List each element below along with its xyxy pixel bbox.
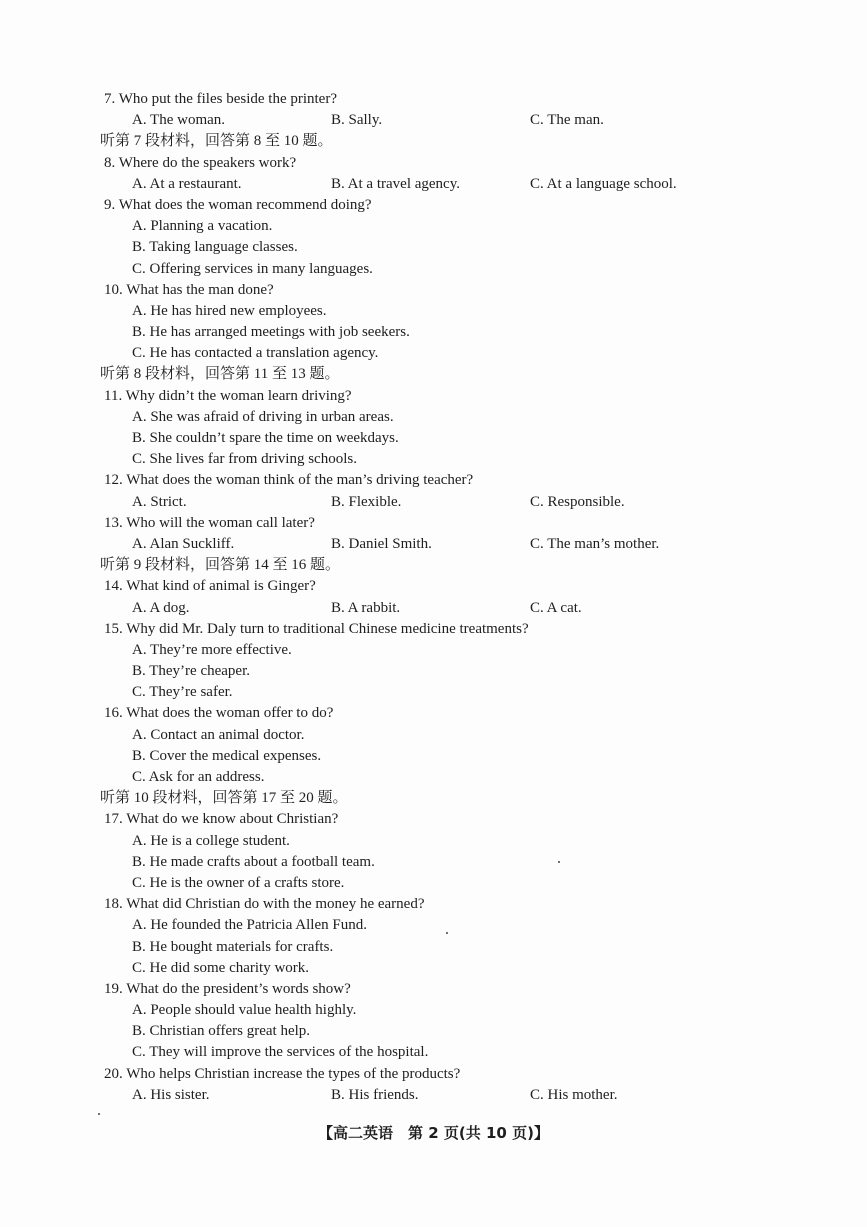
- question: 15. Why did Mr. Daly turn to traditional Chinese medicine treatments?: [104, 620, 529, 637]
- question: 7. Who put the files beside the printer?: [104, 91, 337, 107]
- option: A. Contact an animal doctor.: [132, 726, 305, 743]
- section-instruction: 听第 10 段材料，回答第 17 至 20 题。: [100, 790, 348, 807]
- option: C. They will improve the services of the hospital.: [132, 1044, 429, 1061]
- scan-speck: [98, 1113, 100, 1115]
- question: 20. Who helps Christian increase the types of the products?: [104, 1065, 461, 1082]
- option: A. His sister.: [132, 1086, 210, 1103]
- option: C. The man’s mother.: [530, 535, 660, 552]
- option: C. Responsible.: [530, 493, 625, 510]
- option: B. He made crafts about a football team.: [132, 853, 375, 870]
- option: C. The man.: [530, 112, 604, 129]
- options-row: [100, 110, 760, 131]
- option: B. He has arranged meetings with job seekers.: [132, 324, 410, 341]
- option: C. She lives far from driving schools.: [132, 451, 357, 468]
- question: 18. What did Christian do with the money he earned?: [104, 896, 425, 913]
- scan-speck: [446, 932, 448, 934]
- option: C. His mother.: [530, 1086, 618, 1103]
- option: B. Flexible.: [331, 493, 402, 510]
- option: B. At a travel agency.: [331, 175, 460, 192]
- option: A. He is a college student.: [132, 832, 290, 849]
- options-row: [100, 492, 760, 513]
- question: 17. What do we know about Christian?: [104, 811, 339, 828]
- option: B. Christian offers great help.: [132, 1023, 311, 1040]
- option: B. They’re cheaper.: [132, 663, 251, 680]
- option: C. He is the owner of a crafts store.: [132, 874, 345, 891]
- option: A. They’re more effective.: [132, 641, 292, 658]
- question: 16. What does the woman offer to do?: [104, 705, 334, 722]
- options-row: [100, 534, 760, 555]
- question: 19. What do the president’s words show?: [104, 980, 351, 997]
- option: C. Offering services in many languages.: [132, 260, 373, 277]
- option: A. She was afraid of driving in urban areas.: [132, 408, 394, 425]
- option: A. A dog.: [132, 599, 190, 616]
- option: A. At a restaurant.: [132, 175, 242, 192]
- question: 10. What has the man done?: [104, 281, 274, 298]
- option: C. He did some charity work.: [132, 959, 310, 976]
- option: B. Sally.: [331, 112, 383, 129]
- option: A. Strict.: [132, 493, 187, 510]
- option: A. He has hired new employees.: [132, 302, 327, 319]
- option: A. The woman.: [132, 112, 226, 129]
- question: 8. Where do the speakers work?: [104, 154, 297, 171]
- option: B. She couldn’t spare the time on weekdays.: [132, 430, 399, 446]
- option: C. They’re safer.: [132, 684, 233, 701]
- option: B. Daniel Smith.: [331, 535, 432, 552]
- section-instruction: 听第 7 段材料，回答第 8 至 10 题。: [100, 133, 333, 150]
- option: C. A cat.: [530, 599, 582, 616]
- options-row: [100, 174, 760, 195]
- option: C. Ask for an address.: [132, 769, 265, 785]
- option: A. People should value health highly.: [132, 1002, 357, 1019]
- options-row: [100, 598, 760, 619]
- option: A. Planning a vacation.: [132, 218, 273, 235]
- option: A. He founded the Patricia Allen Fund.: [132, 917, 367, 934]
- option: B. Taking language classes.: [132, 239, 298, 256]
- option: B. His friends.: [331, 1086, 419, 1103]
- question: 13. Who will the woman call later?: [104, 514, 315, 531]
- option: B. Cover the medical expenses.: [132, 747, 322, 764]
- page-footer: 【高二英语 第 2 页(共 10 页)】: [318, 1124, 549, 1142]
- option: B. A rabbit.: [331, 599, 401, 616]
- question: 12. What does the woman think of the man’s driving teacher?: [104, 472, 474, 489]
- section-instruction: 听第 9 段材料，回答第 14 至 16 题。: [100, 557, 341, 574]
- question-list: [100, 89, 760, 1106]
- question: 14. What kind of animal is Ginger?: [104, 578, 316, 595]
- options-row: [100, 1085, 760, 1106]
- scan-speck: [558, 861, 560, 863]
- option: C. He has contacted a translation agency.: [132, 345, 379, 362]
- option: A. Alan Suckliff.: [132, 535, 235, 552]
- section-instruction: 听第 8 段材料，回答第 11 至 13 题。: [100, 366, 340, 383]
- question: 9. What does the woman recommend doing?: [104, 196, 372, 213]
- option: C. At a language school.: [530, 175, 677, 192]
- question: 11. Why didn’t the woman learn driving?: [104, 387, 352, 404]
- option: B. He bought materials for crafts.: [132, 938, 334, 955]
